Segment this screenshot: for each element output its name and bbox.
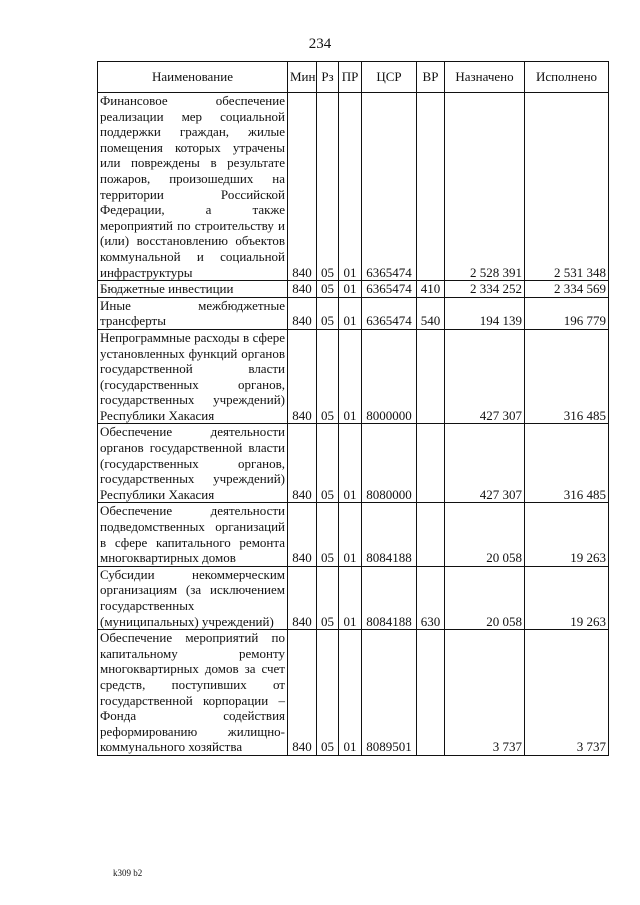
cell-executed: 3 737 (525, 630, 609, 756)
table-row (98, 93, 609, 281)
cell-executed: 316 485 (525, 329, 609, 424)
cell-name: Обеспечение деятельности органов государственной власти (государственных органов, государственных учреждений) Республики Хакасия (98, 424, 288, 503)
cell-executed: 2 334 569 (525, 281, 609, 298)
cell-name: Обеспечение мероприятий по капитальному ремонту многоквартирных домов за счет средств, поступивших от государственной корпорации – Фонда содействия реформированию жилищно-коммунального хозяйства (98, 630, 288, 756)
cell-csr: 8000000 (362, 329, 417, 424)
cell-assigned: 427 307 (445, 424, 525, 503)
cell-csr: 8080000 (362, 424, 417, 503)
cell-vr: 630 (417, 566, 445, 629)
col-header-csr: ЦСР (362, 62, 417, 93)
cell-executed: 316 485 (525, 424, 609, 503)
cell-assigned: 427 307 (445, 329, 525, 424)
cell-assigned: 20 058 (445, 566, 525, 629)
cell-name: Непрограммные расходы в сфере установленных функций органов государственной власти (государственных органов, государственных учреждений) Республики Хакасия (98, 329, 288, 424)
cell-min: 840 (288, 424, 317, 503)
page-number: 234 (308, 36, 332, 52)
table-row (98, 281, 609, 298)
cell-csr: 8084188 (362, 566, 417, 629)
cell-vr: 410 (417, 281, 445, 298)
cell-vr (417, 329, 445, 424)
cell-assigned: 194 139 (445, 297, 525, 329)
cell-rz: 05 (317, 297, 339, 329)
cell-csr: 6365474 (362, 281, 417, 298)
cell-rz: 05 (317, 281, 339, 298)
cell-executed: 2 531 348 (525, 93, 609, 281)
cell-name: Бюджетные инвестиции (98, 281, 288, 298)
cell-executed: 19 263 (525, 566, 609, 629)
cell-executed: 196 779 (525, 297, 609, 329)
cell-csr: 6365474 (362, 93, 417, 281)
cell-csr: 8089501 (362, 630, 417, 756)
cell-assigned: 2 334 252 (445, 281, 525, 298)
cell-assigned: 20 058 (445, 503, 525, 566)
cell-name: Обеспечение деятельности подведомственных организаций в сфере капитального ремонта многоквартирных домов (98, 503, 288, 566)
cell-pr: 01 (339, 503, 362, 566)
cell-rz: 05 (317, 566, 339, 629)
cell-rz: 05 (317, 630, 339, 756)
budget-table (97, 61, 609, 756)
col-header-name: Наименование (98, 62, 288, 93)
cell-name: Субсидии некоммерческим организациям (за исключением государственных (муниципальных) учреждений) (98, 566, 288, 629)
table-row (98, 630, 609, 756)
cell-pr: 01 (339, 281, 362, 298)
table-row (98, 566, 609, 629)
cell-vr: 540 (417, 297, 445, 329)
cell-pr: 01 (339, 566, 362, 629)
col-header-assigned: Назначено (445, 62, 525, 93)
cell-min: 840 (288, 503, 317, 566)
table-header-row (98, 62, 609, 93)
cell-min: 840 (288, 297, 317, 329)
cell-pr: 01 (339, 93, 362, 281)
table-row (98, 503, 609, 566)
footer-code: k309 b2 (113, 868, 143, 878)
cell-rz: 05 (317, 93, 339, 281)
col-header-rz: Рз (317, 62, 339, 93)
cell-pr: 01 (339, 424, 362, 503)
table-row (98, 329, 609, 424)
cell-assigned: 2 528 391 (445, 93, 525, 281)
cell-rz: 05 (317, 503, 339, 566)
table-row (98, 297, 609, 329)
cell-vr (417, 503, 445, 566)
col-header-executed: Исполнено (525, 62, 609, 93)
cell-rz: 05 (317, 424, 339, 503)
col-header-pr: ПР (339, 62, 362, 93)
col-header-min: Мин (288, 62, 317, 93)
cell-vr (417, 424, 445, 503)
cell-min: 840 (288, 281, 317, 298)
cell-pr: 01 (339, 630, 362, 756)
cell-vr (417, 93, 445, 281)
cell-min: 840 (288, 329, 317, 424)
cell-min: 840 (288, 630, 317, 756)
cell-pr: 01 (339, 329, 362, 424)
cell-rz: 05 (317, 329, 339, 424)
cell-vr (417, 630, 445, 756)
cell-csr: 8084188 (362, 503, 417, 566)
cell-min: 840 (288, 93, 317, 281)
cell-min: 840 (288, 566, 317, 629)
cell-name: Иные межбюджетные трансферты (98, 297, 288, 329)
table-row (98, 424, 609, 503)
cell-assigned: 3 737 (445, 630, 525, 756)
cell-pr: 01 (339, 297, 362, 329)
col-header-vr: ВР (417, 62, 445, 93)
cell-csr: 6365474 (362, 297, 417, 329)
cell-executed: 19 263 (525, 503, 609, 566)
cell-name: Финансовое обеспечение реализации мер социальной поддержки граждан, жилые помещения которых утрачены или повреждены в результате пожаров, произошедших на территории Российской Федерации, а также мероприятий по строительству и (или) восстановлению объектов коммунальной и социальной инфраструктуры (98, 93, 288, 281)
